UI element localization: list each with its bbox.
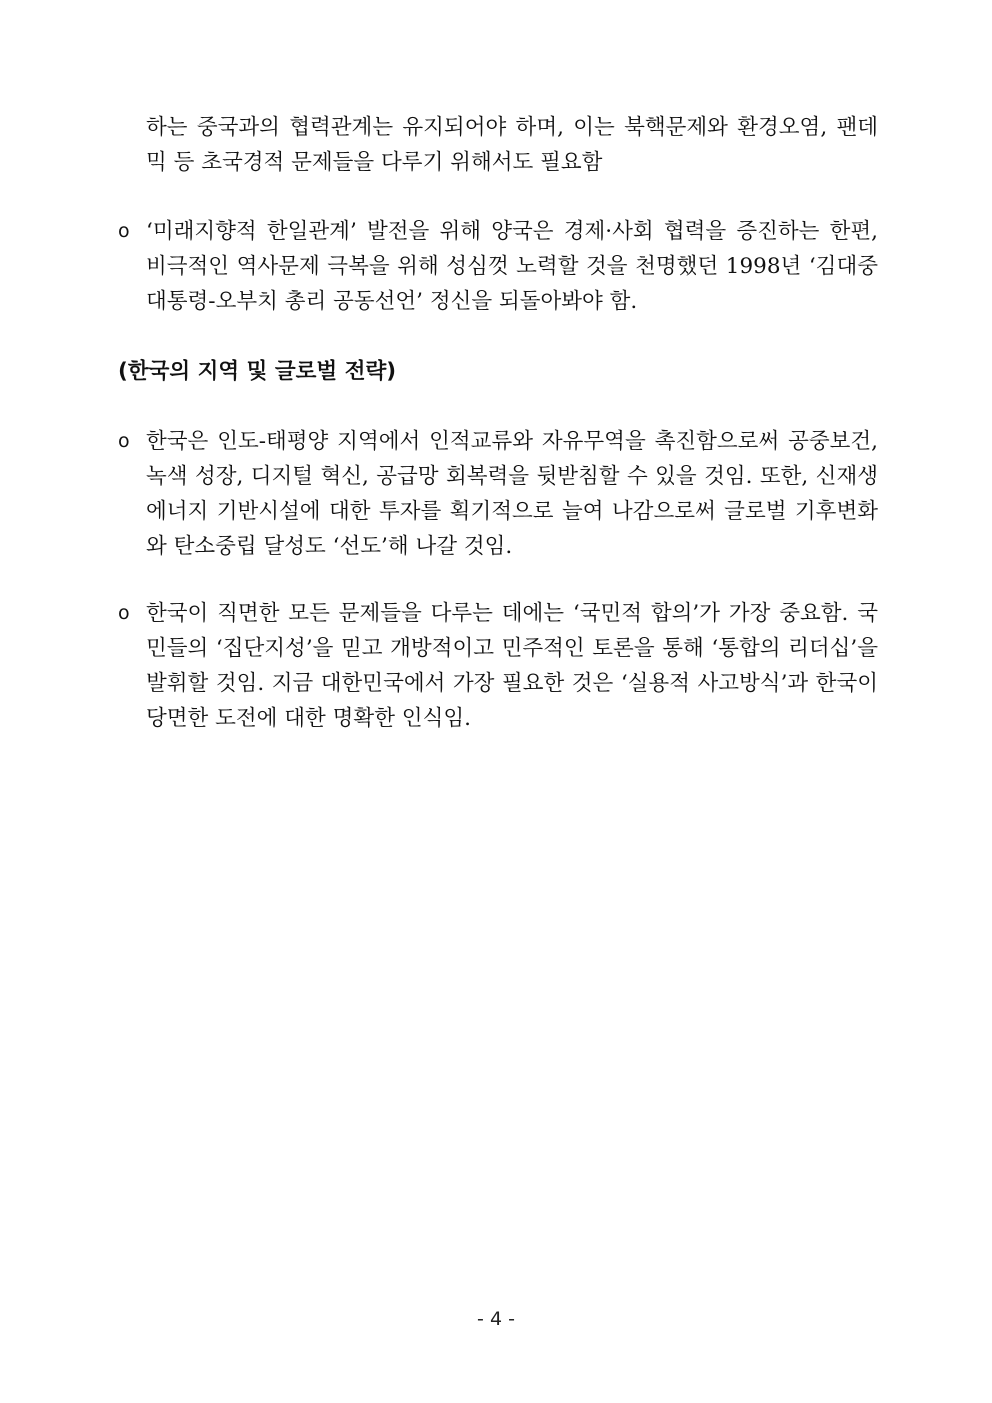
bullet-marker: o: [118, 220, 130, 242]
continuation-paragraph: [118, 110, 878, 180]
bullet-marker: o: [118, 602, 130, 624]
list-item-text: 한국은 인도-태평양 지역에서 인적교류와 자유무역을 촉진함으로써 공중보건, 녹색 성장, 디지털 혁신, 공급망 회복력을 뒷받침할 수 있을 것임. 또한, 신재생에너지 기반시설에 대한 투자를 획기적으로 늘여 나감으로써 글로벌 기후변화와 탄소중립 달성도 ‘선도’해 나갈 것임.: [146, 429, 878, 559]
page-number: - 4 -: [477, 1308, 515, 1330]
list-item: [118, 214, 878, 319]
bullet-marker: o: [118, 430, 130, 452]
list-item-text: 한국이 직면한 모든 문제들을 다루는 데에는 ‘국민적 합의’가 가장 중요함. 국민들의 ‘집단지성’을 믿고 개방적이고 민주적인 토론을 통해 ‘통합의 리더십’을 발휘할 것임. 지금 대한민국에서 가장 필요한 것은 ‘실용적 사고방식’과 한국이 당면한 도전에 대한 명확한 인식임.: [146, 601, 878, 731]
list-item: [118, 596, 878, 736]
bullet-item-consensus: [118, 596, 878, 736]
list-item: [118, 424, 878, 564]
paragraph-text: 하는 중국과의 협력관계는 유지되어야 하며, 이는 북핵문제와 환경오염, 팬데믹 등 초국경적 문제들을 다루기 위해서도 필요함: [146, 115, 878, 175]
list-item-text: ‘미래지향적 한일관계’ 발전을 위해 양국은 경제·사회 협력을 증진하는 한편, 비극적인 역사문제 극복을 위해 성심껏 노력할 것을 천명했던 1998년 ‘김대중 대통령-오부치 총리 공동선언’ 정신을 되돌아봐야 함.: [146, 219, 878, 314]
bullet-item-indo-pacific: [118, 424, 878, 564]
bullet-item-korea-japan: [118, 214, 878, 319]
section-heading: (한국의 지역 및 글로벌 전략): [118, 359, 397, 384]
